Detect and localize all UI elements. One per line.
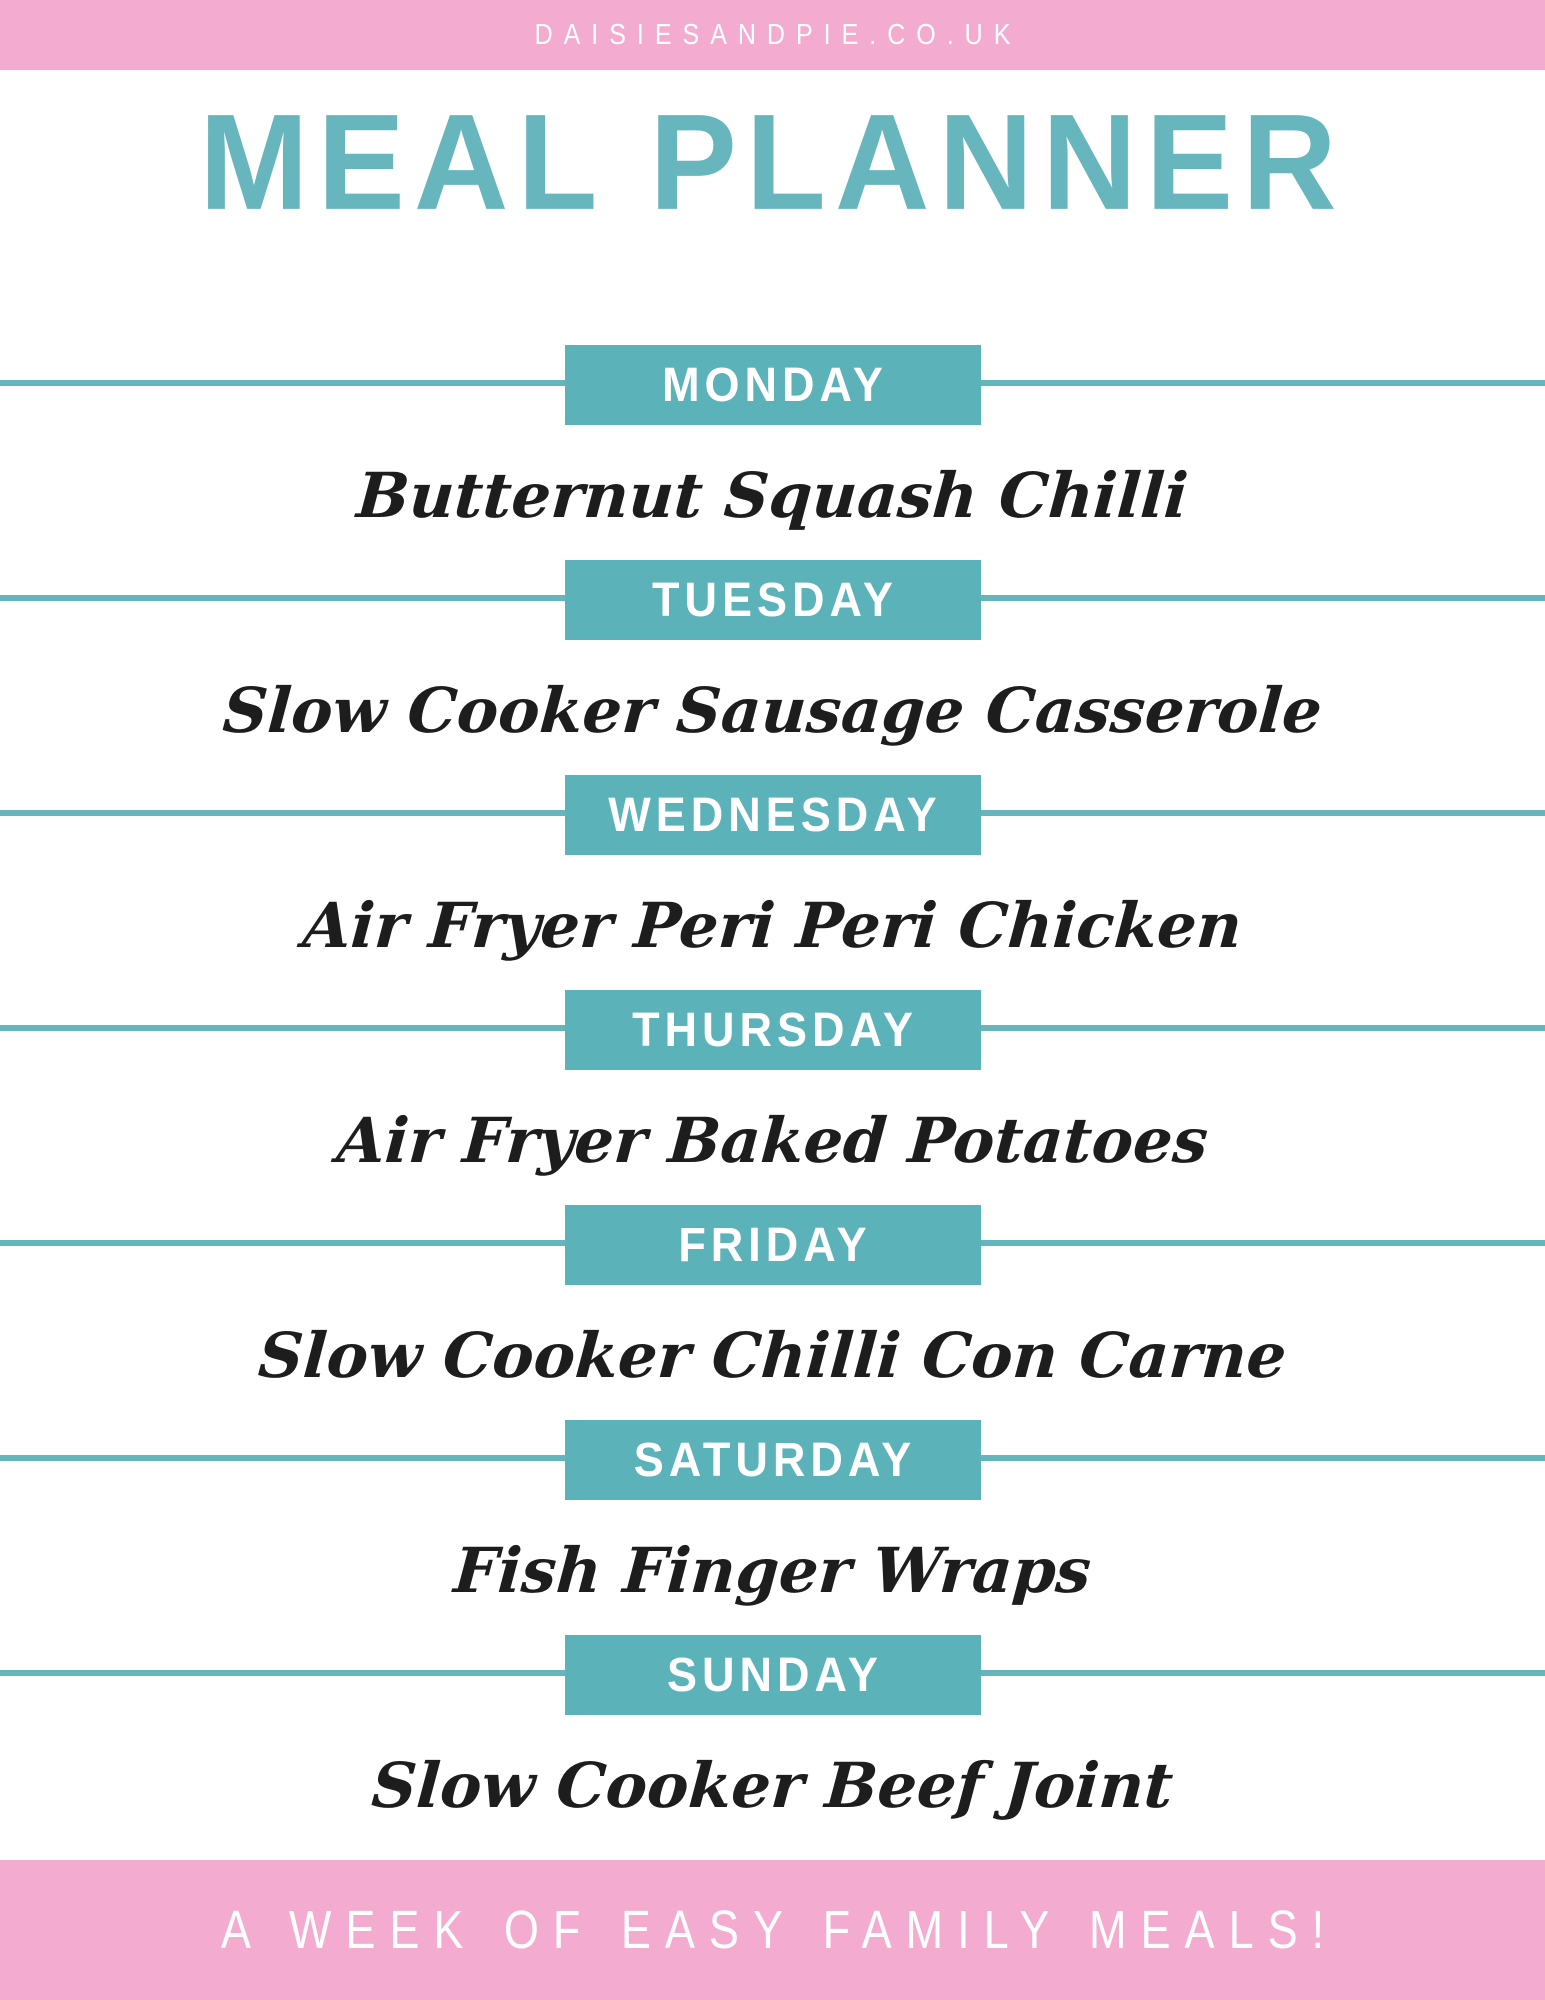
meal-name: Air Fryer Baked Potatoes: [334, 1103, 1211, 1177]
day-label-box: [565, 775, 981, 855]
meal-name: Slow Cooker Sausage Casserole: [220, 673, 1325, 747]
day-label: MONDAY: [662, 356, 888, 412]
day-label: FRIDAY: [678, 1216, 872, 1272]
day-row-thursday: [0, 990, 1545, 1205]
day-label-box: [565, 345, 981, 425]
day-label-box: [565, 1635, 981, 1715]
day-row-saturday: [0, 1420, 1545, 1635]
day-label: SUNDAY: [667, 1646, 883, 1702]
meal-name: Slow Cooker Chilli Con Carne: [256, 1318, 1289, 1392]
footer-tagline: A WEEK OF EASY FAMILY MEALS!: [220, 1898, 1339, 1960]
meal-name: Slow Cooker Beef Joint: [369, 1748, 1176, 1822]
site-url: DAISIESANDPIE.CO.UK: [534, 18, 1022, 51]
meal-name: Fish Finger Wraps: [451, 1533, 1094, 1607]
day-label-box: [565, 1205, 981, 1285]
day-label: THURSDAY: [632, 1001, 918, 1057]
day-row-tuesday: [0, 560, 1545, 775]
day-label-box: [565, 1420, 981, 1500]
day-label: WEDNESDAY: [608, 786, 942, 842]
page-title: MEAL PLANNER: [199, 85, 1346, 238]
day-row-monday: [0, 345, 1545, 560]
day-label: SATURDAY: [633, 1431, 917, 1487]
day-row-friday: [0, 1205, 1545, 1420]
meal-name: Butternut Squash Chilli: [354, 458, 1191, 532]
day-label-box: [565, 560, 981, 640]
meal-name: Air Fryer Peri Peri Chicken: [300, 888, 1245, 962]
day-label: TUESDAY: [652, 571, 898, 627]
header-band: [0, 0, 1545, 70]
day-label-box: [565, 990, 981, 1070]
footer-band: [0, 1860, 1545, 2000]
day-row-sunday: [0, 1635, 1545, 1850]
day-row-wednesday: [0, 775, 1545, 990]
